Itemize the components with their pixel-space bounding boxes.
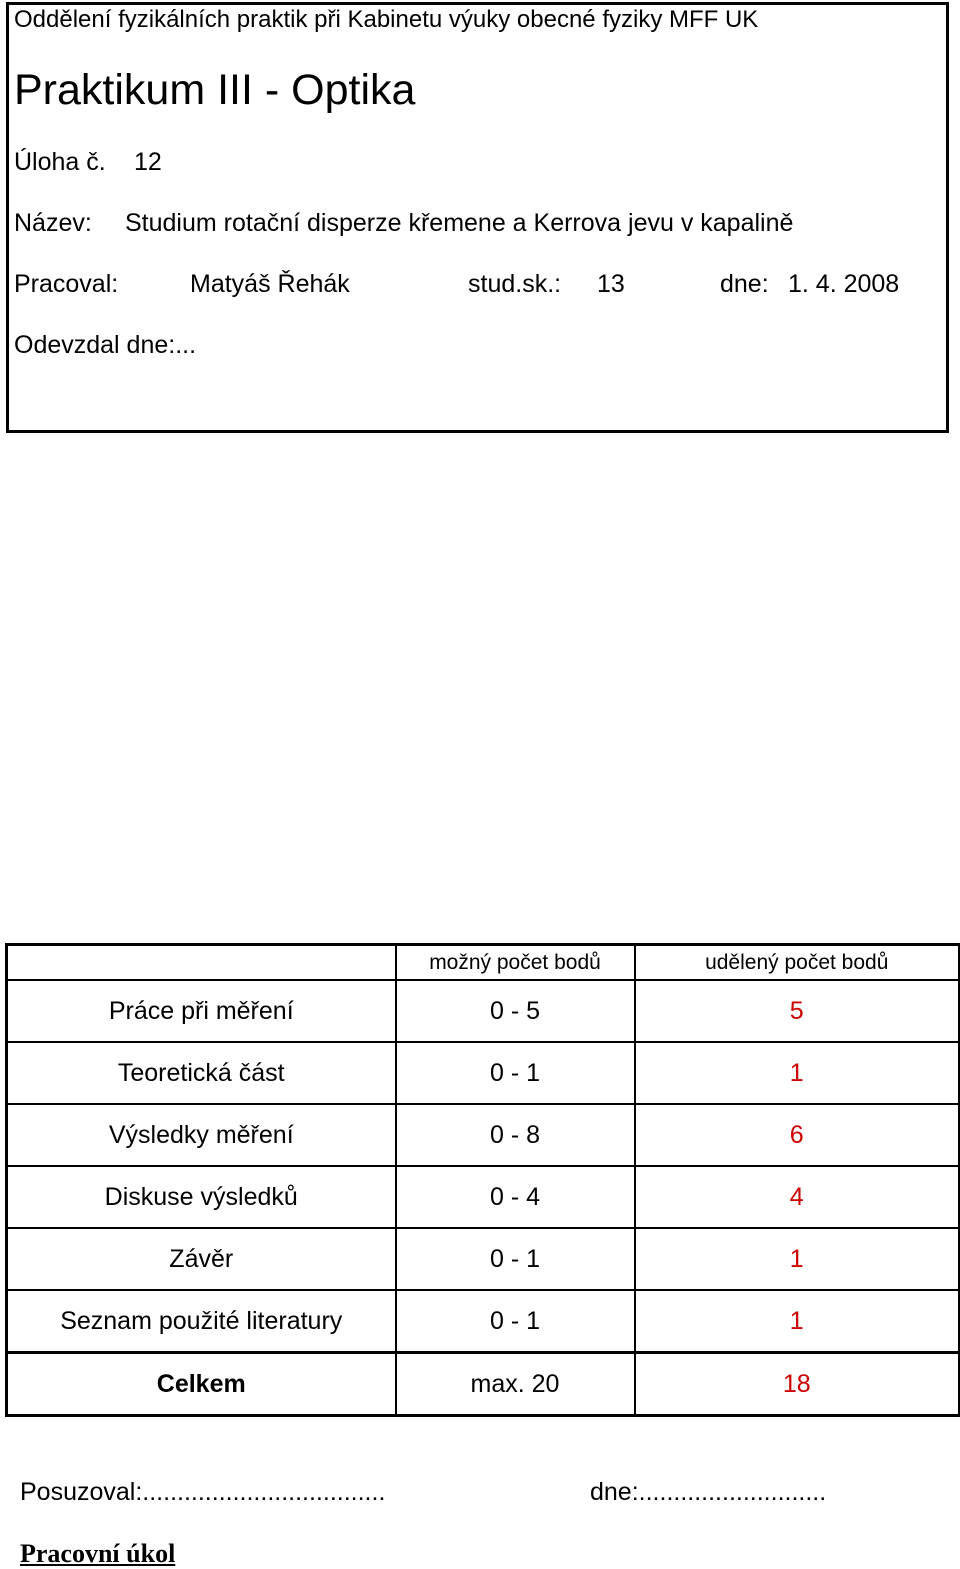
awarded-points-cell: 1 (635, 1042, 960, 1104)
student-name: Matyáš Řehák (190, 270, 350, 298)
table-row (7, 1166, 960, 1228)
task-number-label: Úloha č. (14, 148, 106, 176)
possible-points-cell: 0 - 4 (396, 1166, 635, 1228)
work-date-value: 1. 4. 2008 (788, 270, 900, 298)
submission-date: Odevzdal dne:... (14, 331, 197, 359)
category-cell: Diskuse výsledků (7, 1166, 396, 1228)
possible-points-cell: 0 - 8 (396, 1104, 635, 1166)
category-cell: Výsledky měření (7, 1104, 396, 1166)
study-group-label: stud.sk.: (468, 270, 562, 298)
score-table-header (7, 945, 960, 981)
total-possible-cell: max. 20 (396, 1353, 635, 1416)
awarded-points-cell: 5 (635, 980, 960, 1042)
possible-points-cell: 0 - 1 (396, 1228, 635, 1290)
table-row (7, 1042, 960, 1104)
possible-points-cell: 0 - 5 (396, 980, 635, 1042)
awarded-points-cell: 6 (635, 1104, 960, 1166)
header-awarded-points: udělený počet bodů (635, 945, 960, 981)
header-possible-points: možný počet bodů (396, 945, 635, 981)
category-cell: Závěr (7, 1228, 396, 1290)
category-cell: Teoretická část (7, 1042, 396, 1104)
awarded-points-cell: 1 (635, 1290, 960, 1353)
table-row (7, 980, 960, 1042)
task-number-value: 12 (134, 148, 162, 176)
possible-points-cell: 0 - 1 (396, 1290, 635, 1353)
table-row (7, 1104, 960, 1166)
awarded-points-cell: 1 (635, 1228, 960, 1290)
header-empty-cell (7, 945, 396, 981)
awarded-points-cell: 4 (635, 1166, 960, 1228)
task-name-label: Název: (14, 209, 92, 237)
total-awarded-cell: 18 (635, 1353, 960, 1416)
student-label: Pracoval: (14, 270, 119, 298)
category-cell: Práce při měření (7, 980, 396, 1042)
total-label-cell: Celkem (7, 1353, 396, 1416)
score-table (5, 943, 960, 1417)
task-name-value: Studium rotační disperze křemene a Kerrova jevu v kapalině (125, 209, 794, 237)
table-row (7, 1290, 960, 1353)
work-task-heading: Pracovní úkol (20, 1539, 176, 1568)
work-date-label: dne: (720, 270, 769, 298)
course-title: Praktikum III - Optika (14, 66, 416, 114)
department-name: Oddělení fyzikálních praktik při Kabinetu výuky obecné fyziky MFF UK (14, 6, 759, 33)
total-row (7, 1353, 960, 1416)
possible-points-cell: 0 - 1 (396, 1042, 635, 1104)
review-date-line: dne:........................... (590, 1478, 827, 1506)
category-cell: Seznam použité literatury (7, 1290, 396, 1353)
study-group-value: 13 (597, 270, 625, 298)
reviewer-line: Posuzoval:................................... (20, 1478, 386, 1506)
table-row (7, 1228, 960, 1290)
